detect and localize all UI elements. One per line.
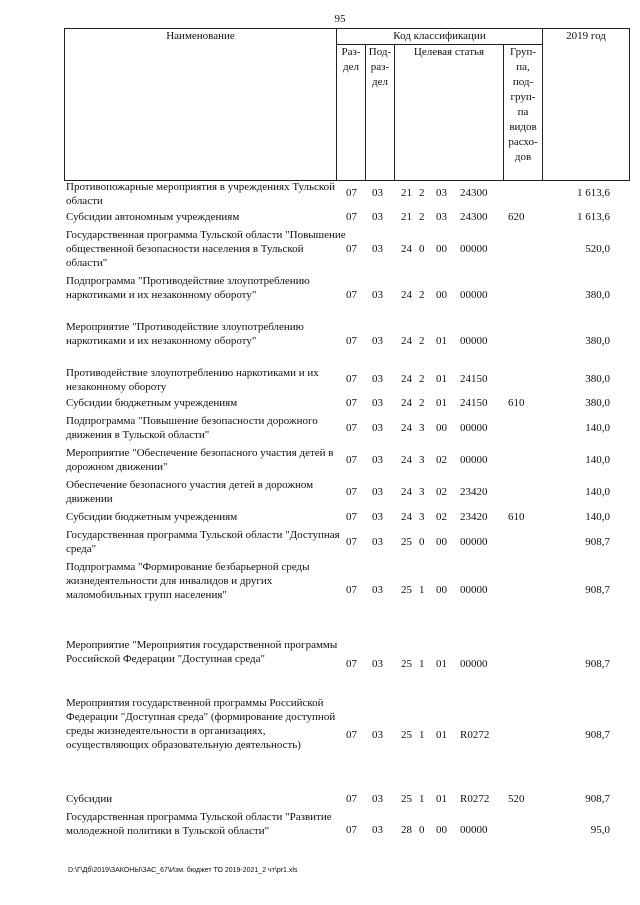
- row-name: Мероприятие "Противодействие злоупотреблению наркотиками и их незаконному обороту": [66, 321, 304, 347]
- row-target-direction: 00000: [460, 584, 488, 596]
- row-target-program: 25: [401, 658, 412, 670]
- table-row: [0, 274, 640, 316]
- row-name: Субсидии бюджетным учреждениям: [66, 397, 238, 409]
- row-target-program: 24: [401, 373, 412, 385]
- row-target-program: 24: [401, 486, 412, 498]
- row-name: Субсидии автономным учреждениям: [66, 211, 240, 223]
- row-expense-type: 520: [508, 793, 525, 805]
- row-podrazdel: 03: [372, 824, 383, 836]
- table-row: [0, 696, 640, 774]
- row-target-program: 25: [401, 536, 412, 548]
- row-target-subprogram: 2: [419, 373, 425, 385]
- table-row: [0, 792, 640, 806]
- row-name: Государственная программа Тульской области "Доступная среда": [66, 529, 340, 555]
- row-razdel: 07: [346, 486, 357, 498]
- row-target-measure: 02: [436, 511, 447, 523]
- table-row: [0, 528, 640, 556]
- row-target-program: 24: [401, 454, 412, 466]
- row-target-subprogram: 2: [419, 187, 425, 199]
- header-code-group: Код классификации: [337, 29, 543, 45]
- row-razdel: 07: [346, 793, 357, 805]
- row-podrazdel: 03: [372, 335, 383, 347]
- row-podrazdel: 03: [372, 511, 383, 523]
- row-expense-type: 610: [508, 397, 525, 409]
- row-target-measure: 01: [436, 397, 447, 409]
- row-sum-2019: 140,0: [585, 422, 610, 434]
- table-row: [0, 810, 640, 850]
- row-name: Мероприятие "Обеспечение безопасного участия детей в дорожном движении": [66, 447, 334, 473]
- header-vid-rashodov: Груп- па, под- груп- па видов расхо- дов: [504, 45, 543, 181]
- row-target-subprogram: 0: [419, 824, 425, 836]
- row-target-direction: 24150: [460, 373, 488, 385]
- table-row: [0, 320, 640, 362]
- row-target-measure: 01: [436, 658, 447, 670]
- table-row: [0, 180, 640, 206]
- row-sum-2019: 380,0: [585, 397, 610, 409]
- row-target-subprogram: 3: [419, 486, 425, 498]
- row-target-subprogram: 3: [419, 422, 425, 434]
- row-target-subprogram: 2: [419, 397, 425, 409]
- row-sum-2019: 520,0: [585, 243, 610, 255]
- table-row: [0, 478, 640, 506]
- row-target-program: 24: [401, 335, 412, 347]
- table-row: [0, 396, 640, 410]
- row-expense-type: 610: [508, 511, 525, 523]
- row-podrazdel: 03: [372, 486, 383, 498]
- row-podrazdel: 03: [372, 187, 383, 199]
- row-target-subprogram: 2: [419, 211, 425, 223]
- row-sum-2019: 95,0: [590, 824, 610, 836]
- row-target-direction: 24300: [460, 211, 488, 223]
- row-name: Подпрограмма "Повышение безопасности дорожного движения в Тульской области": [66, 415, 318, 441]
- row-name: Субсидии: [66, 793, 113, 805]
- row-target-measure: 00: [436, 289, 447, 301]
- row-podrazdel: 03: [372, 397, 383, 409]
- row-name: Государственная программа Тульской области "Развитие молодежной политики в Тульской области": [66, 811, 332, 837]
- row-target-subprogram: 1: [419, 793, 425, 805]
- table-row: [0, 638, 640, 690]
- row-target-subprogram: 0: [419, 536, 425, 548]
- row-name: Субсидии бюджетным учреждениям: [66, 511, 238, 523]
- row-sum-2019: 140,0: [585, 486, 610, 498]
- row-razdel: 07: [346, 422, 357, 434]
- table-row: [0, 228, 640, 270]
- row-target-program: 25: [401, 584, 412, 596]
- row-target-subprogram: 2: [419, 289, 425, 301]
- row-podrazdel: 03: [372, 211, 383, 223]
- row-razdel: 07: [346, 511, 357, 523]
- row-target-direction: 00000: [460, 658, 488, 670]
- row-razdel: 07: [346, 584, 357, 596]
- row-target-subprogram: 1: [419, 729, 425, 741]
- row-name: Обеспечение безопасного участия детей в дорожном движении: [66, 479, 314, 505]
- table-row: [0, 510, 640, 524]
- row-razdel: 07: [346, 243, 357, 255]
- row-sum-2019: 380,0: [585, 373, 610, 385]
- row-target-program: 24: [401, 422, 412, 434]
- row-razdel: 07: [346, 824, 357, 836]
- table-row: [0, 366, 640, 392]
- row-target-subprogram: 3: [419, 454, 425, 466]
- row-razdel: 07: [346, 373, 357, 385]
- row-target-measure: 01: [436, 335, 447, 347]
- row-target-measure: 03: [436, 211, 447, 223]
- table-header: [64, 28, 630, 181]
- row-sum-2019: 140,0: [585, 511, 610, 523]
- table-row: [0, 446, 640, 474]
- row-target-direction: R0272: [460, 729, 490, 741]
- row-target-measure: 01: [436, 373, 447, 385]
- row-razdel: 07: [346, 211, 357, 223]
- row-target-program: 24: [401, 397, 412, 409]
- row-razdel: 07: [346, 187, 357, 199]
- row-podrazdel: 03: [372, 658, 383, 670]
- row-target-direction: 23420: [460, 511, 488, 523]
- row-sum-2019: 908,7: [585, 729, 610, 741]
- row-target-measure: 01: [436, 793, 447, 805]
- row-razdel: 07: [346, 289, 357, 301]
- row-target-program: 28: [401, 824, 412, 836]
- header-name-col: Наименование: [65, 29, 337, 181]
- row-razdel: 07: [346, 536, 357, 548]
- row-target-measure: 00: [436, 536, 447, 548]
- row-target-direction: 00000: [460, 243, 488, 255]
- row-name: Противодействие злоупотреблению наркотиками и их незаконному обороту: [66, 367, 319, 393]
- row-target-direction: 00000: [460, 422, 488, 434]
- header-razdel: Раз- дел: [337, 45, 366, 181]
- row-target-direction: 23420: [460, 486, 488, 498]
- row-sum-2019: 908,7: [585, 658, 610, 670]
- row-sum-2019: 380,0: [585, 335, 610, 347]
- row-target-subprogram: 1: [419, 584, 425, 596]
- row-target-direction: 24300: [460, 187, 488, 199]
- row-target-measure: 00: [436, 243, 447, 255]
- row-podrazdel: 03: [372, 729, 383, 741]
- row-razdel: 07: [346, 729, 357, 741]
- file-path-footer: D:\Г\Дб\2019\ЗАКОНЫ\ЗАС_67\Изм. бюджет ТО 2019-2021_2 чт\pr1.xls: [68, 867, 298, 874]
- row-podrazdel: 03: [372, 536, 383, 548]
- row-target-subprogram: 2: [419, 335, 425, 347]
- row-podrazdel: 03: [372, 584, 383, 596]
- row-target-direction: 24150: [460, 397, 488, 409]
- row-target-program: 24: [401, 289, 412, 301]
- row-sum-2019: 1 613,6: [577, 187, 610, 199]
- row-name: Мероприятие "Мероприятия государственной программы Российской Федерации "Доступная среда": [66, 639, 338, 665]
- row-sum-2019: 140,0: [585, 454, 610, 466]
- row-sum-2019: 908,7: [585, 584, 610, 596]
- row-expense-type: 620: [508, 211, 525, 223]
- row-target-direction: R0272: [460, 793, 490, 805]
- row-sum-2019: 908,7: [585, 536, 610, 548]
- row-target-measure: 01: [436, 729, 447, 741]
- row-name: Противопожарные мероприятия в учреждениях Тульской области: [66, 181, 336, 207]
- row-sum-2019: 380,0: [585, 289, 610, 301]
- row-razdel: 07: [346, 397, 357, 409]
- header-year-col: 2019 год: [543, 29, 630, 181]
- row-name: Подпрограмма "Противодействие злоупотреблению наркотиками и их незаконному обороту": [66, 275, 310, 301]
- table-row: [0, 414, 640, 442]
- row-target-program: 24: [401, 511, 412, 523]
- row-target-direction: 00000: [460, 536, 488, 548]
- row-target-program: 25: [401, 729, 412, 741]
- row-razdel: 07: [346, 658, 357, 670]
- row-target-direction: 00000: [460, 824, 488, 836]
- row-target-measure: 00: [436, 584, 447, 596]
- row-target-measure: 00: [436, 422, 447, 434]
- header-tsel-statya: Целевая статья: [395, 45, 504, 181]
- row-podrazdel: 03: [372, 793, 383, 805]
- row-sum-2019: 1 613,6: [577, 211, 610, 223]
- row-target-measure: 02: [436, 454, 447, 466]
- row-sum-2019: 908,7: [585, 793, 610, 805]
- row-target-program: 24: [401, 243, 412, 255]
- row-target-measure: 00: [436, 824, 447, 836]
- table-row: [0, 210, 640, 224]
- row-podrazdel: 03: [372, 422, 383, 434]
- row-razdel: 07: [346, 454, 357, 466]
- row-target-measure: 03: [436, 187, 447, 199]
- row-target-subprogram: 0: [419, 243, 425, 255]
- row-podrazdel: 03: [372, 373, 383, 385]
- header-podrazdel: Под- раз- дел: [366, 45, 395, 181]
- row-target-program: 25: [401, 793, 412, 805]
- row-target-subprogram: 1: [419, 658, 425, 670]
- row-name: Государственная программа Тульской области "Повышение общественной безопасности населения в Тульской области": [66, 229, 346, 269]
- row-name: Подпрограмма "Формирование безбарьерной среды жизнедеятельности для инвалидов и других маломобильных групп населения": [66, 561, 310, 601]
- table-row: [0, 560, 640, 620]
- row-target-direction: 00000: [460, 335, 488, 347]
- row-podrazdel: 03: [372, 243, 383, 255]
- row-target-subprogram: 3: [419, 511, 425, 523]
- row-podrazdel: 03: [372, 289, 383, 301]
- row-target-program: 21: [401, 187, 412, 199]
- row-target-direction: 00000: [460, 289, 488, 301]
- row-target-program: 21: [401, 211, 412, 223]
- page-number: 95: [334, 13, 346, 25]
- row-razdel: 07: [346, 335, 357, 347]
- row-podrazdel: 03: [372, 454, 383, 466]
- row-name: Мероприятия государственной программы Российской Федерации "Доступная среда" (формирование доступной среды жизнедеятельности в организациях, осуществляющих образовательную деятельность): [66, 697, 336, 751]
- row-target-direction: 00000: [460, 454, 488, 466]
- row-target-measure: 02: [436, 486, 447, 498]
